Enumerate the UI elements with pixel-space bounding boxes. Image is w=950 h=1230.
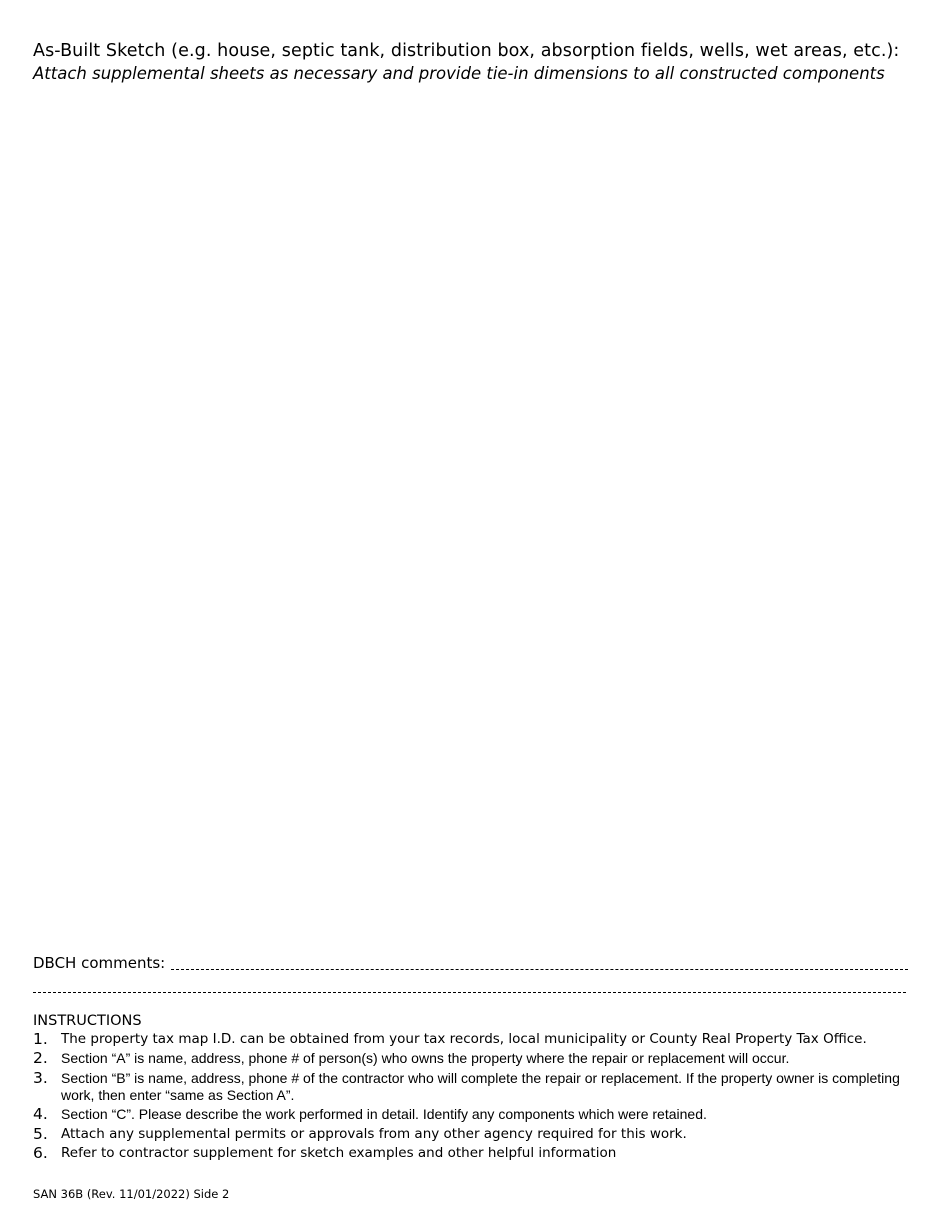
comments-row (33, 951, 908, 973)
instructions-list (33, 1031, 923, 1164)
list-item-number: 1. (33, 1030, 48, 1048)
list-item-number: 3. (33, 1068, 48, 1087)
form-footer: SAN 36B (Rev. 11/01/2022) Side 2 (33, 1187, 230, 1201)
list-item (33, 1106, 923, 1124)
list-item (33, 1070, 923, 1105)
list-item-text: Section “A” is name, address, phone # of person(s) who owns the property where the repair or replacement will occur. (61, 1050, 790, 1067)
sketch-heading: As-Built Sketch (e.g. house, septic tank, distribution box, absorption fields, wells, wet areas, etc.): (33, 41, 900, 61)
sketch-area[interactable] (33, 92, 913, 942)
list-item-number: 5. (33, 1124, 48, 1143)
comments-field-line-2[interactable] (33, 976, 906, 993)
list-item (33, 1050, 923, 1068)
instructions-title: INSTRUCTIONS (33, 1013, 142, 1029)
sketch-instructions: Attach supplemental sheets as necessary and provide tie-in dimensions to all constructed components (33, 64, 885, 83)
comments-field[interactable] (171, 953, 908, 970)
list-item-text: Section “C”. Please describe the work performed in detail. Identify any components which were retained. (61, 1106, 707, 1123)
list-item (33, 1031, 923, 1049)
list-item-text: The property tax map I.D. can be obtained from your tax records, local municipality or County Real Property Tax Office. (61, 1031, 867, 1047)
list-item-text: Refer to contractor supplement for sketch examples and other helpful information (61, 1144, 617, 1161)
list-item-text: Attach any supplemental permits or approvals from any other agency required for this work. (61, 1125, 687, 1142)
comments-label: DBCH comments: (33, 954, 166, 972)
list-item-text: Section “B” is name, address, phone # of the contractor who will complete the repair or replacement. If the property owner is completing work, then enter “same as Section A”. (61, 1069, 900, 1104)
list-item (33, 1126, 923, 1144)
list-item-number: 6. (33, 1143, 48, 1162)
list-item-number: 4. (33, 1105, 48, 1124)
list-item (33, 1145, 923, 1163)
list-item-number: 2. (33, 1049, 48, 1068)
